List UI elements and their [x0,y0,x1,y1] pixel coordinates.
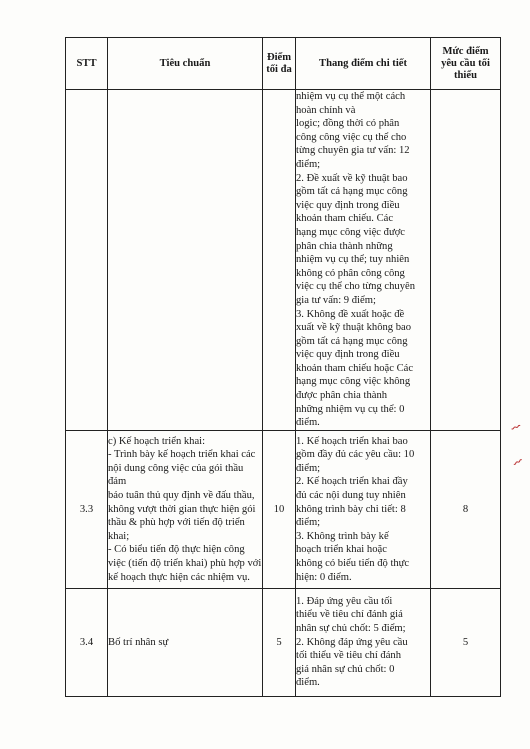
table-header-row [66,38,501,90]
detail-line: từng chuyên gia tư vấn: 12 [296,145,410,157]
cell-detail-continuation [296,90,431,431]
header-max-score: Điểm tối đa [263,38,296,90]
criterion-line: - Có biểu tiến độ thực hiện công [108,544,245,556]
detail-line: không có biểu tiến độ thực [296,557,410,569]
detail-line: 1. Đáp ứng yêu cầu tối [296,595,393,607]
cell-criterion-empty [108,90,263,431]
detail-line: việc quy định trong điều [296,349,400,361]
detail-line: hạng mục công việc không [296,376,411,388]
cell-stt-empty [66,90,108,431]
detail-line: 1. Kế hoạch triển khai bao [296,435,408,447]
cell-stt: 3.4 [66,588,108,696]
detail-line: logic; đồng thời có phân [296,118,400,130]
criteria-table [65,37,501,697]
cell-max-score: 10 [263,430,296,588]
detail-line: 2. Kế hoạch triển khai đầy [296,476,408,488]
detail-line: phân chia thành những [296,240,393,252]
cell-criterion [108,588,263,696]
cell-max-score: 5 [263,588,296,696]
detail-line: thiểu về tiêu chí đánh giá [296,609,403,621]
header-detail-scale: Thang điểm chi tiết [296,38,431,90]
detail-line: gồm tất cả hạng mục công [296,186,408,198]
criterion-line: nội dung công việc của gói thầu đảm [108,462,244,488]
criterion-line: không vượt thời gian thực hiện gói [108,503,256,515]
cell-min-required: 8 [431,430,501,588]
detail-line: gia tư vấn: 9 điểm; [296,294,376,306]
cell-detail [296,588,431,696]
detail-line: nhân sự chủ chốt: 5 điểm; [296,622,406,634]
detail-line: khoản tham chiếu hoặc Các [296,362,414,374]
margin-ink-mark: ⌇ [507,422,523,433]
cell-min-required: 5 [431,588,501,696]
detail-line: 2. Không đáp ứng yêu cầu [296,636,408,648]
detail-line: xuất về kỹ thuật không bao [296,322,412,334]
detail-line: việc quy định trong điều [296,199,400,211]
detail-line: điểm; [296,158,321,170]
detail-line: điểm; [296,462,321,474]
detail-line: được phân chia thành [296,390,388,402]
detail-lines [296,90,430,430]
table-row-continuation [66,90,501,431]
margin-ink-mark: ⌇ [509,456,525,469]
detail-line: gồm đầy đủ các yêu cầu: 10 [296,449,415,461]
header-min-required: Mức điểm yêu cầu tối thiểu [431,38,501,90]
cell-detail [296,430,431,588]
detail-line: hiện: 0 điểm. [296,571,352,583]
criterion-line: Bố trí nhân sự [108,636,169,648]
detail-line: 2. Đề xuất về kỹ thuật bao [296,172,408,184]
detail-line: khoản tham chiếu. Các [296,213,394,225]
detail-line: đủ các nội dung tuy nhiên [296,489,406,501]
detail-line: hoạch triển khai hoặc [296,544,387,556]
header-stt: STT [66,38,108,90]
criterion-line: khai; [108,530,130,542]
criterion-line: việc (tiến độ triển khai) phù hợp với [108,557,262,569]
detail-line: công công việc cụ thể cho [296,131,407,143]
criterion-line: bảo tuân thủ quy định về đấu thầu, [108,489,255,501]
detail-line: nhiệm vụ cụ thể một cách [296,91,406,102]
detail-line: không trình bày chi tiết: 8 [296,503,406,515]
criterion-line: kế hoạch thực hiện các nhiệm vụ. [108,571,250,583]
detail-line: điểm. [296,417,320,429]
criterion-line: - Trình bày kế hoạch triển khai các [108,449,256,461]
detail-line: hạng mục công việc được [296,226,406,238]
cell-max-empty [263,90,296,431]
detail-line: những nhiệm vụ cụ thể: 0 [296,403,405,415]
criterion-lines [108,435,262,585]
detail-line: 3. Không trình bày kế [296,530,389,542]
detail-lines [296,595,430,690]
detail-line: gồm tất cả hạng mục công [296,335,408,347]
cell-min-empty [431,90,501,431]
criterion-line: thầu & phù hợp với tiến độ triển [108,517,245,529]
cell-stt: 3.3 [66,430,108,588]
criterion-line: c) Kế hoạch triển khai: [108,435,206,447]
header-criterion: Tiêu chuẩn [108,38,263,90]
detail-line: việc cụ thể cho từng chuyên [296,281,415,293]
detail-line: tối thiểu về tiêu chí đánh [296,650,402,662]
detail-line: giá nhân sự chủ chốt: 0 [296,663,395,675]
table-row [66,430,501,588]
cell-criterion [108,430,263,588]
detail-line: nhiệm vụ cụ thể; tuy nhiên [296,254,410,266]
detail-line: điểm; [296,517,321,529]
table-row [66,588,501,696]
detail-line: 3. Không đề xuất hoặc đề [296,308,405,320]
detail-line: hoàn chỉnh và [296,104,356,116]
detail-line: điểm. [296,677,320,689]
detail-lines [296,435,430,585]
detail-line: không có phân công công [296,267,405,279]
criterion-lines [108,636,262,650]
